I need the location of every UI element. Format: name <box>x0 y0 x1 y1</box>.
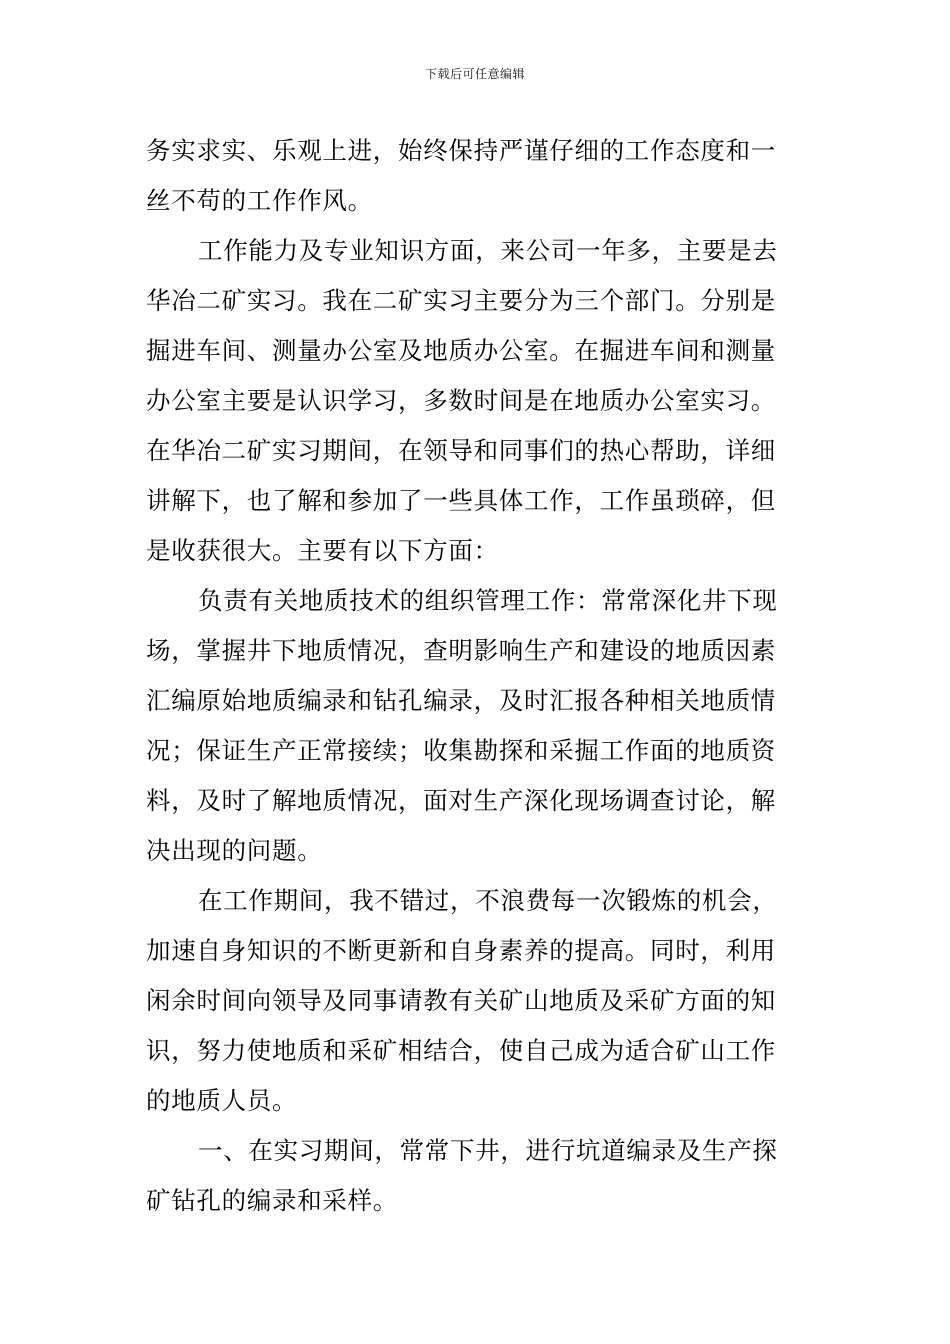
text-line: 场，掌握井下地质情况，查明影响生产和建设的地质因素 <box>146 636 776 665</box>
text-line: 工作能力及专业知识方面，来公司一年多，主要是去 <box>198 236 778 265</box>
text-line: 闲余时间向领导及同事请教有关矿山地质及采矿方面的知 <box>146 986 776 1015</box>
text-line: 在工作期间，我不错过，不浪费每一次锻炼的机会， <box>198 886 778 915</box>
text-line: 决出现的问题。 <box>146 836 323 865</box>
paragraph <box>146 576 806 876</box>
text-line: 丝不苟的工作作风。 <box>146 186 373 215</box>
text-line: 料，及时了解地质情况，面对生产深化现场调查讨论，解 <box>146 786 776 815</box>
text-line: 讲解下，也了解和参加了一些具体工作，工作虽琐碎，但 <box>146 486 776 515</box>
paragraph <box>146 1126 806 1226</box>
text-line: 掘进车间、测量办公室及地质办公室。在掘进车间和测量 <box>146 336 776 365</box>
paragraph <box>146 126 806 226</box>
page-header-note: 下载后可任意编辑 <box>424 67 525 81</box>
text-line: 一、在实习期间，常常下井，进行坑道编录及生产探 <box>198 1136 778 1165</box>
text-line: 华冶二矿实习。我在二矿实习主要分为三个部门。分别是 <box>146 286 776 315</box>
text-line: 汇编原始地质编录和钻孔编录，及时汇报各种相关地质情 <box>146 686 776 715</box>
paragraph <box>146 876 806 1126</box>
text-line: 务实求实、乐观上进，始终保持严谨仔细的工作态度和一 <box>146 136 776 165</box>
document-body <box>146 126 806 1226</box>
text-line: 办公室主要是认识学习，多数时间是在地质办公室实习。 <box>146 386 776 415</box>
text-line: 的地质人员。 <box>146 1086 298 1115</box>
text-line: 加速自身知识的不断更新和自身素养的提高。同时，利用 <box>146 936 776 965</box>
text-line: 负责有关地质技术的组织管理工作：常常深化井下现 <box>198 586 778 615</box>
text-line: 识，努力使地质和采矿相结合，使自己成为适合矿山工作 <box>146 1036 776 1065</box>
text-line: 在华冶二矿实习期间，在领导和同事们的热心帮助，详细 <box>146 436 776 465</box>
text-line: 矿钻孔的编录和采样。 <box>146 1186 398 1215</box>
text-line: 是收获很大。主要有以下方面： <box>146 536 499 565</box>
text-line: 况；保证生产正常接续；收集勘探和采掘工作面的地质资 <box>146 736 776 765</box>
paragraph <box>146 226 806 576</box>
